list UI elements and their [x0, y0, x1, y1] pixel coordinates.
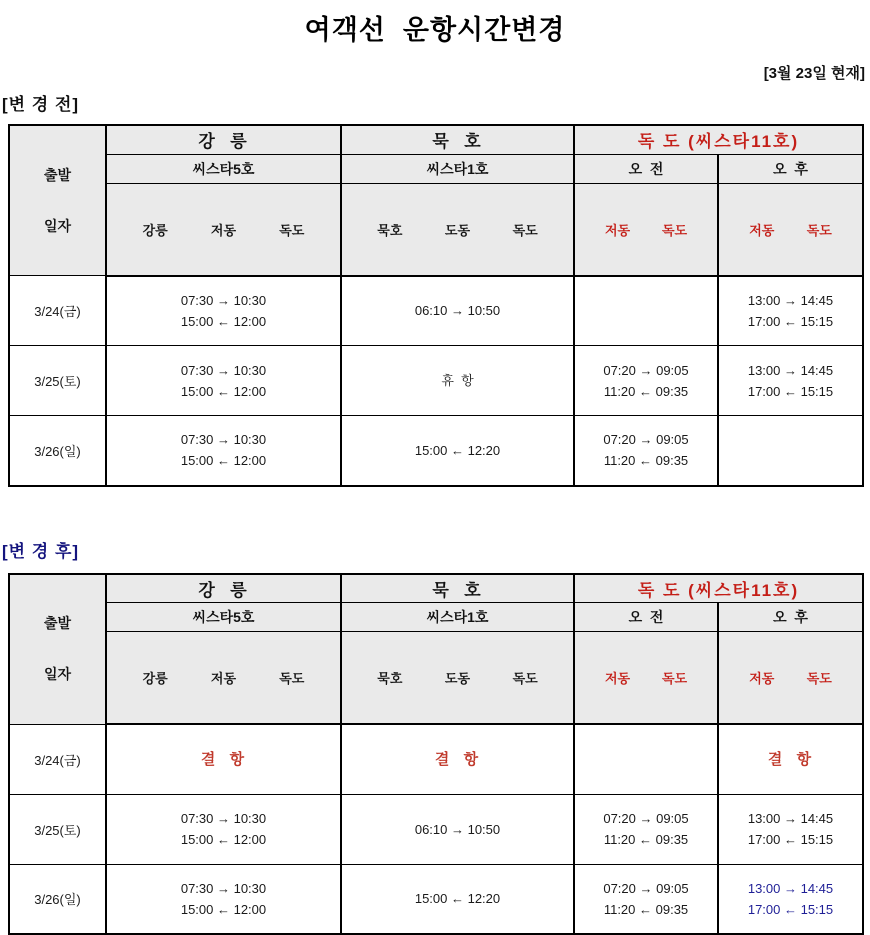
as-of-date-note: [3월 23일 현재]	[0, 62, 870, 83]
route-stop: 강릉	[143, 668, 168, 687]
schedule-cell	[341, 794, 574, 864]
schedule-table-before	[8, 124, 864, 487]
schedule-cell	[574, 724, 718, 794]
route-header-gangneung	[106, 632, 341, 725]
route-stop: 묵호	[377, 220, 402, 239]
header-row-ships	[9, 154, 863, 183]
time-entry: 07:20 → 09:05	[575, 360, 717, 381]
time-entry: 13:00 → 14:45	[719, 290, 862, 311]
cancelled-label: 결 항	[342, 749, 573, 770]
route-stop: 저동	[605, 220, 630, 239]
route-header-mukho	[341, 183, 574, 276]
port-header-gangneung: 강 릉	[106, 574, 341, 603]
schedule-cell	[574, 416, 718, 486]
time-entry: 07:30 → 10:30	[107, 290, 340, 311]
schedule-cell	[341, 416, 574, 486]
time-entry: 11:20 ← 09:35	[575, 899, 717, 920]
departure-date-cell: 3/24(금)	[9, 724, 106, 794]
departure-date-header	[9, 574, 106, 725]
route-stop: 도동	[445, 668, 470, 687]
schedule-cell	[106, 724, 341, 794]
schedule-cell	[718, 864, 863, 934]
schedule-row	[9, 416, 863, 486]
schedule-row	[9, 346, 863, 416]
route-stop: 도동	[445, 220, 470, 239]
time-entry: 07:20 → 09:05	[575, 808, 717, 829]
schedule-cell	[341, 276, 574, 346]
time-entry: 07:30 → 10:30	[107, 878, 340, 899]
header-row-ships	[9, 603, 863, 632]
schedule-cell	[574, 276, 718, 346]
period-header-pm: 오 후	[718, 603, 863, 632]
route-stop: 독도	[807, 220, 832, 239]
time-entry: 07:20 → 09:05	[575, 878, 717, 899]
route-header-pm	[718, 632, 863, 725]
port-header-dokdo: 독 도 (씨스타11호)	[574, 125, 863, 154]
header-row-ports	[9, 125, 863, 154]
period-header-am: 오 전	[574, 154, 718, 183]
route-stop: 독도	[279, 668, 304, 687]
schedule-cell	[574, 346, 718, 416]
header-row-routes	[9, 632, 863, 725]
time-entry: 13:00 → 14:45	[719, 808, 862, 829]
ship-header-seastar5: 씨스타5호	[106, 603, 341, 632]
period-header-pm: 오 후	[718, 154, 863, 183]
port-header-mukho: 묵 호	[341, 574, 574, 603]
departure-date-cell: 3/25(토)	[9, 346, 106, 416]
time-entry: 07:30 → 10:30	[107, 808, 340, 829]
schedule-row	[9, 864, 863, 934]
departure-date-line1: 출발	[10, 166, 105, 185]
departure-date-header	[9, 125, 106, 276]
time-entry: 13:00 → 14:45	[719, 360, 862, 381]
route-stop: 저동	[605, 668, 630, 687]
departure-date-cell: 3/26(일)	[9, 864, 106, 934]
departure-date-line2: 일자	[10, 665, 105, 684]
time-entry: 07:30 → 10:30	[107, 429, 340, 450]
schedule-cell	[106, 276, 341, 346]
time-entry: 15:00 ← 12:20	[342, 888, 573, 909]
schedule-cell	[341, 724, 574, 794]
time-entry: 15:00 ← 12:00	[107, 381, 340, 402]
schedule-cell	[718, 416, 863, 486]
ship-header-seastar1: 씨스타1호	[341, 154, 574, 183]
time-entry: 17:00 ← 15:15	[719, 899, 862, 920]
schedule-cell	[106, 346, 341, 416]
departure-date-line2: 일자	[10, 217, 105, 236]
time-entry: 15:00 ← 12:00	[107, 311, 340, 332]
schedule-cell	[106, 864, 341, 934]
schedule-cell	[341, 346, 574, 416]
route-header-pm	[718, 183, 863, 276]
ship-header-seastar5: 씨스타5호	[106, 154, 341, 183]
period-header-am: 오 전	[574, 603, 718, 632]
header-row-routes	[9, 183, 863, 276]
departure-date-cell: 3/24(금)	[9, 276, 106, 346]
route-stop: 저동	[211, 668, 236, 687]
route-stop: 독도	[279, 220, 304, 239]
time-entry: 15:00 ← 12:00	[107, 899, 340, 920]
route-header-am	[574, 183, 718, 276]
route-stop: 독도	[807, 668, 832, 687]
route-stop: 저동	[749, 668, 774, 687]
schedule-row	[9, 276, 863, 346]
cancelled-label: 결 항	[107, 749, 340, 770]
section-label-before: [변 경 전]	[2, 90, 870, 115]
route-header-mukho	[341, 632, 574, 725]
route-stop: 저동	[749, 220, 774, 239]
schedule-table-after	[8, 573, 864, 935]
port-header-mukho: 묵 호	[341, 125, 574, 154]
schedule-cell	[341, 864, 574, 934]
schedule-cell	[718, 724, 863, 794]
departure-date-line1: 출발	[10, 614, 105, 633]
time-entry: 17:00 ← 15:15	[719, 311, 862, 332]
port-header-gangneung: 강 릉	[106, 125, 341, 154]
time-entry: 15:00 ← 12:20	[342, 440, 573, 461]
route-stop: 묵호	[377, 668, 402, 687]
time-entry: 15:00 ← 12:00	[107, 829, 340, 850]
port-header-dokdo: 독 도 (씨스타11호)	[574, 574, 863, 603]
schedule-cell	[574, 794, 718, 864]
schedule-cell	[718, 346, 863, 416]
time-entry: 07:20 → 09:05	[575, 429, 717, 450]
schedule-cell	[718, 794, 863, 864]
section-label-after: [변 경 후]	[2, 537, 870, 562]
time-entry: 11:20 ← 09:35	[575, 829, 717, 850]
departure-date-cell: 3/26(일)	[9, 416, 106, 486]
time-entry: 13:00 → 14:45	[719, 878, 862, 899]
route-stop: 독도	[662, 668, 687, 687]
time-entry: 11:20 ← 09:35	[575, 450, 717, 471]
route-stop: 독도	[513, 668, 538, 687]
route-header-gangneung	[106, 183, 341, 276]
schedule-cell	[106, 416, 341, 486]
ship-header-seastar1: 씨스타1호	[341, 603, 574, 632]
time-entry: 06:10 → 10:50	[342, 819, 573, 840]
schedule-row	[9, 724, 863, 794]
time-entry: 15:00 ← 12:00	[107, 450, 340, 471]
time-entry: 07:30 → 10:30	[107, 360, 340, 381]
schedule-row	[9, 794, 863, 864]
schedule-cell	[106, 794, 341, 864]
time-entry: 17:00 ← 15:15	[719, 381, 862, 402]
schedule-cell	[718, 276, 863, 346]
route-stop: 독도	[513, 220, 538, 239]
time-entry: 11:20 ← 09:35	[575, 381, 717, 402]
route-stop: 저동	[211, 220, 236, 239]
route-header-am	[574, 632, 718, 725]
header-row-ports	[9, 574, 863, 603]
schedule-cell	[574, 864, 718, 934]
page-title: 여객선 운항시간변경	[0, 0, 870, 47]
route-stop: 독도	[662, 220, 687, 239]
cancelled-label: 결 항	[719, 749, 862, 770]
time-entry: 17:00 ← 15:15	[719, 829, 862, 850]
time-entry: 휴 항	[342, 370, 573, 391]
time-entry: 06:10 → 10:50	[342, 300, 573, 321]
route-stop: 강릉	[143, 220, 168, 239]
departure-date-cell: 3/25(토)	[9, 794, 106, 864]
